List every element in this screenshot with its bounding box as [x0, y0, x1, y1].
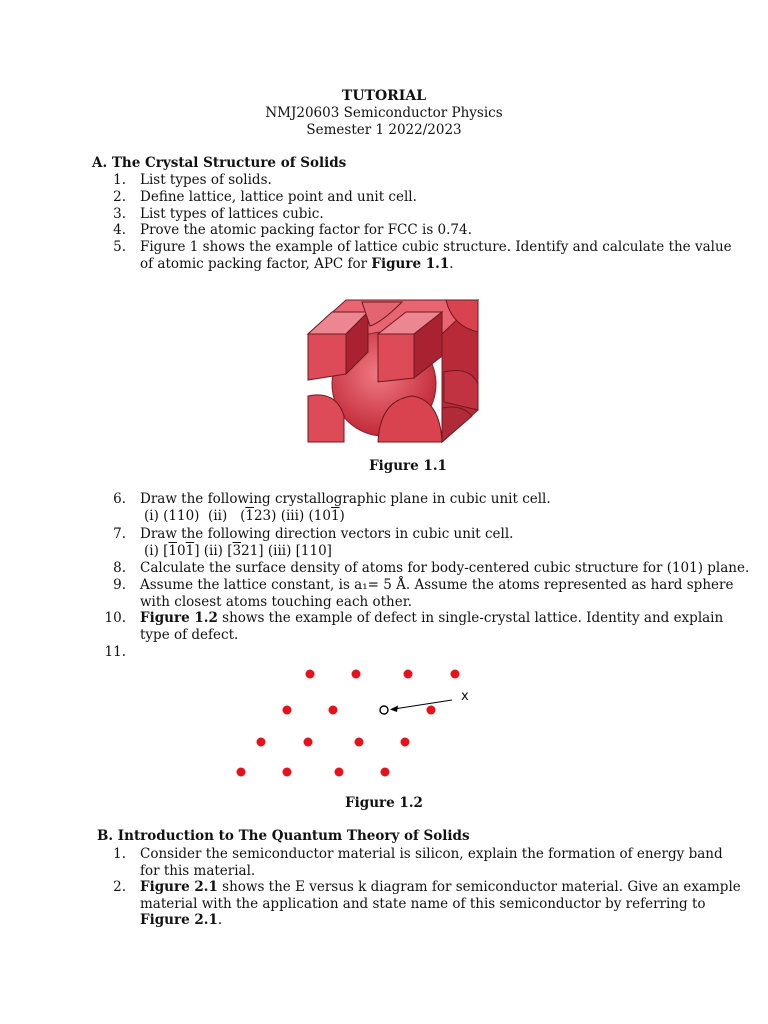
atom — [283, 706, 292, 715]
figure-1-1-caption: Figure 1.1 — [369, 458, 447, 474]
defect-label: x — [461, 689, 469, 704]
atom — [257, 738, 266, 747]
atom — [451, 670, 460, 679]
course-name: NMJ20603 Semiconductor Physics — [265, 105, 503, 121]
lattice-defect-figure — [226, 660, 486, 786]
atom — [304, 738, 313, 747]
section-b-heading: B. Introduction to The Quantum Theory of Solids — [97, 828, 470, 844]
q6-plane-list: (i) (110) (ii) (123) (iii) (101) — [144, 508, 345, 524]
list-item: 10. Figure 1.2 shows the example of defect in single-crystal lattice. Identity and explain type of defect. — [104, 610, 724, 643]
atom — [283, 768, 292, 777]
list-item: 5. Figure 1 shows the example of lattice cubic structure. Identify and calculate the value of atomic packing factor, APC for Figure 1.1. — [113, 239, 732, 272]
atom — [335, 768, 344, 777]
list-item: 2. Figure 2.1 shows the E versus k diagram for semiconductor material. Give an example material with the application and state name of this semiconductor by referring to Figure 2.1. — [113, 879, 741, 928]
fcc-unit-cell-figure — [302, 292, 482, 444]
semester: Semester 1 2022/2023 — [306, 122, 462, 138]
vacancy-site — [380, 706, 388, 714]
list-item: 9. Assume the lattice constant, is a₁= 5 Å. Assume the atoms represented as hard sphere with closest atoms touching each other. — [113, 577, 734, 610]
section-a-heading: A. The Crystal Structure of Solids — [92, 155, 347, 171]
list-item: 1. Consider the semiconductor material is silicon, explain the formation of energy band for this material. — [113, 846, 723, 879]
atom — [237, 768, 246, 777]
atom — [352, 670, 361, 679]
atom — [401, 738, 410, 747]
defect-arrow — [394, 700, 452, 709]
figure-1-2-caption: Figure 1.2 — [345, 795, 423, 811]
list-item: 6. Draw the following crystallographic plane in cubic unit cell. — [113, 491, 551, 507]
atom — [427, 706, 436, 715]
q7-direction-list: (i) [101] (ii) [321] (iii) [110] — [144, 543, 332, 559]
atom — [306, 670, 315, 679]
document-page: TUTORIAL NMJ20603 Semiconductor Physics Semester 1 2022/2023 A. The Crystal Structure of Solids 1. List types of solids. 2. Define lattice, lattice point and unit cell. 3. List types of lattices cubic. 4. Prove the atomic packing factor for FCC is 0.74. 5. Figure 1 shows the example of lattice cubic structure. Identify and calculate the value of atomic packing factor, APC for Figure 1.1. Figure 1.1 6. Draw the following crystallographic plane in cubic unit cell. (i) (110) (ii) (123) (iii) (101) 7. Draw the following direction vectors in cubic unit cell. (i) [101] (ii) [321] (iii) [110] 8. Calculate the surface density of atoms for body-centered cubic structure for (101) plane. 9. Assume the lattice constant, is a₁= 5 Å. Assume the atoms represented as hard sphere with closest atoms touching each other. 10. Figure 1.2 shows the example of defect in single-crystal lattice. Identity and explain type of defect. 11. x Figure 1.2 B. Introduction to The Quantum Theory of Solids 1. Consider the semiconductor material is silicon, explain the formation of energy band for this material. 2. Figure 2.1 shows the E versus k diagram for semiconductor material. Give an example material with the application and state name of this semiconductor by referring to Figure 2.1. — [0, 0, 768, 1024]
atom — [381, 768, 390, 777]
atom — [404, 670, 413, 679]
atom — [355, 738, 364, 747]
atom — [329, 706, 338, 715]
doc-title: TUTORIAL — [341, 88, 427, 104]
